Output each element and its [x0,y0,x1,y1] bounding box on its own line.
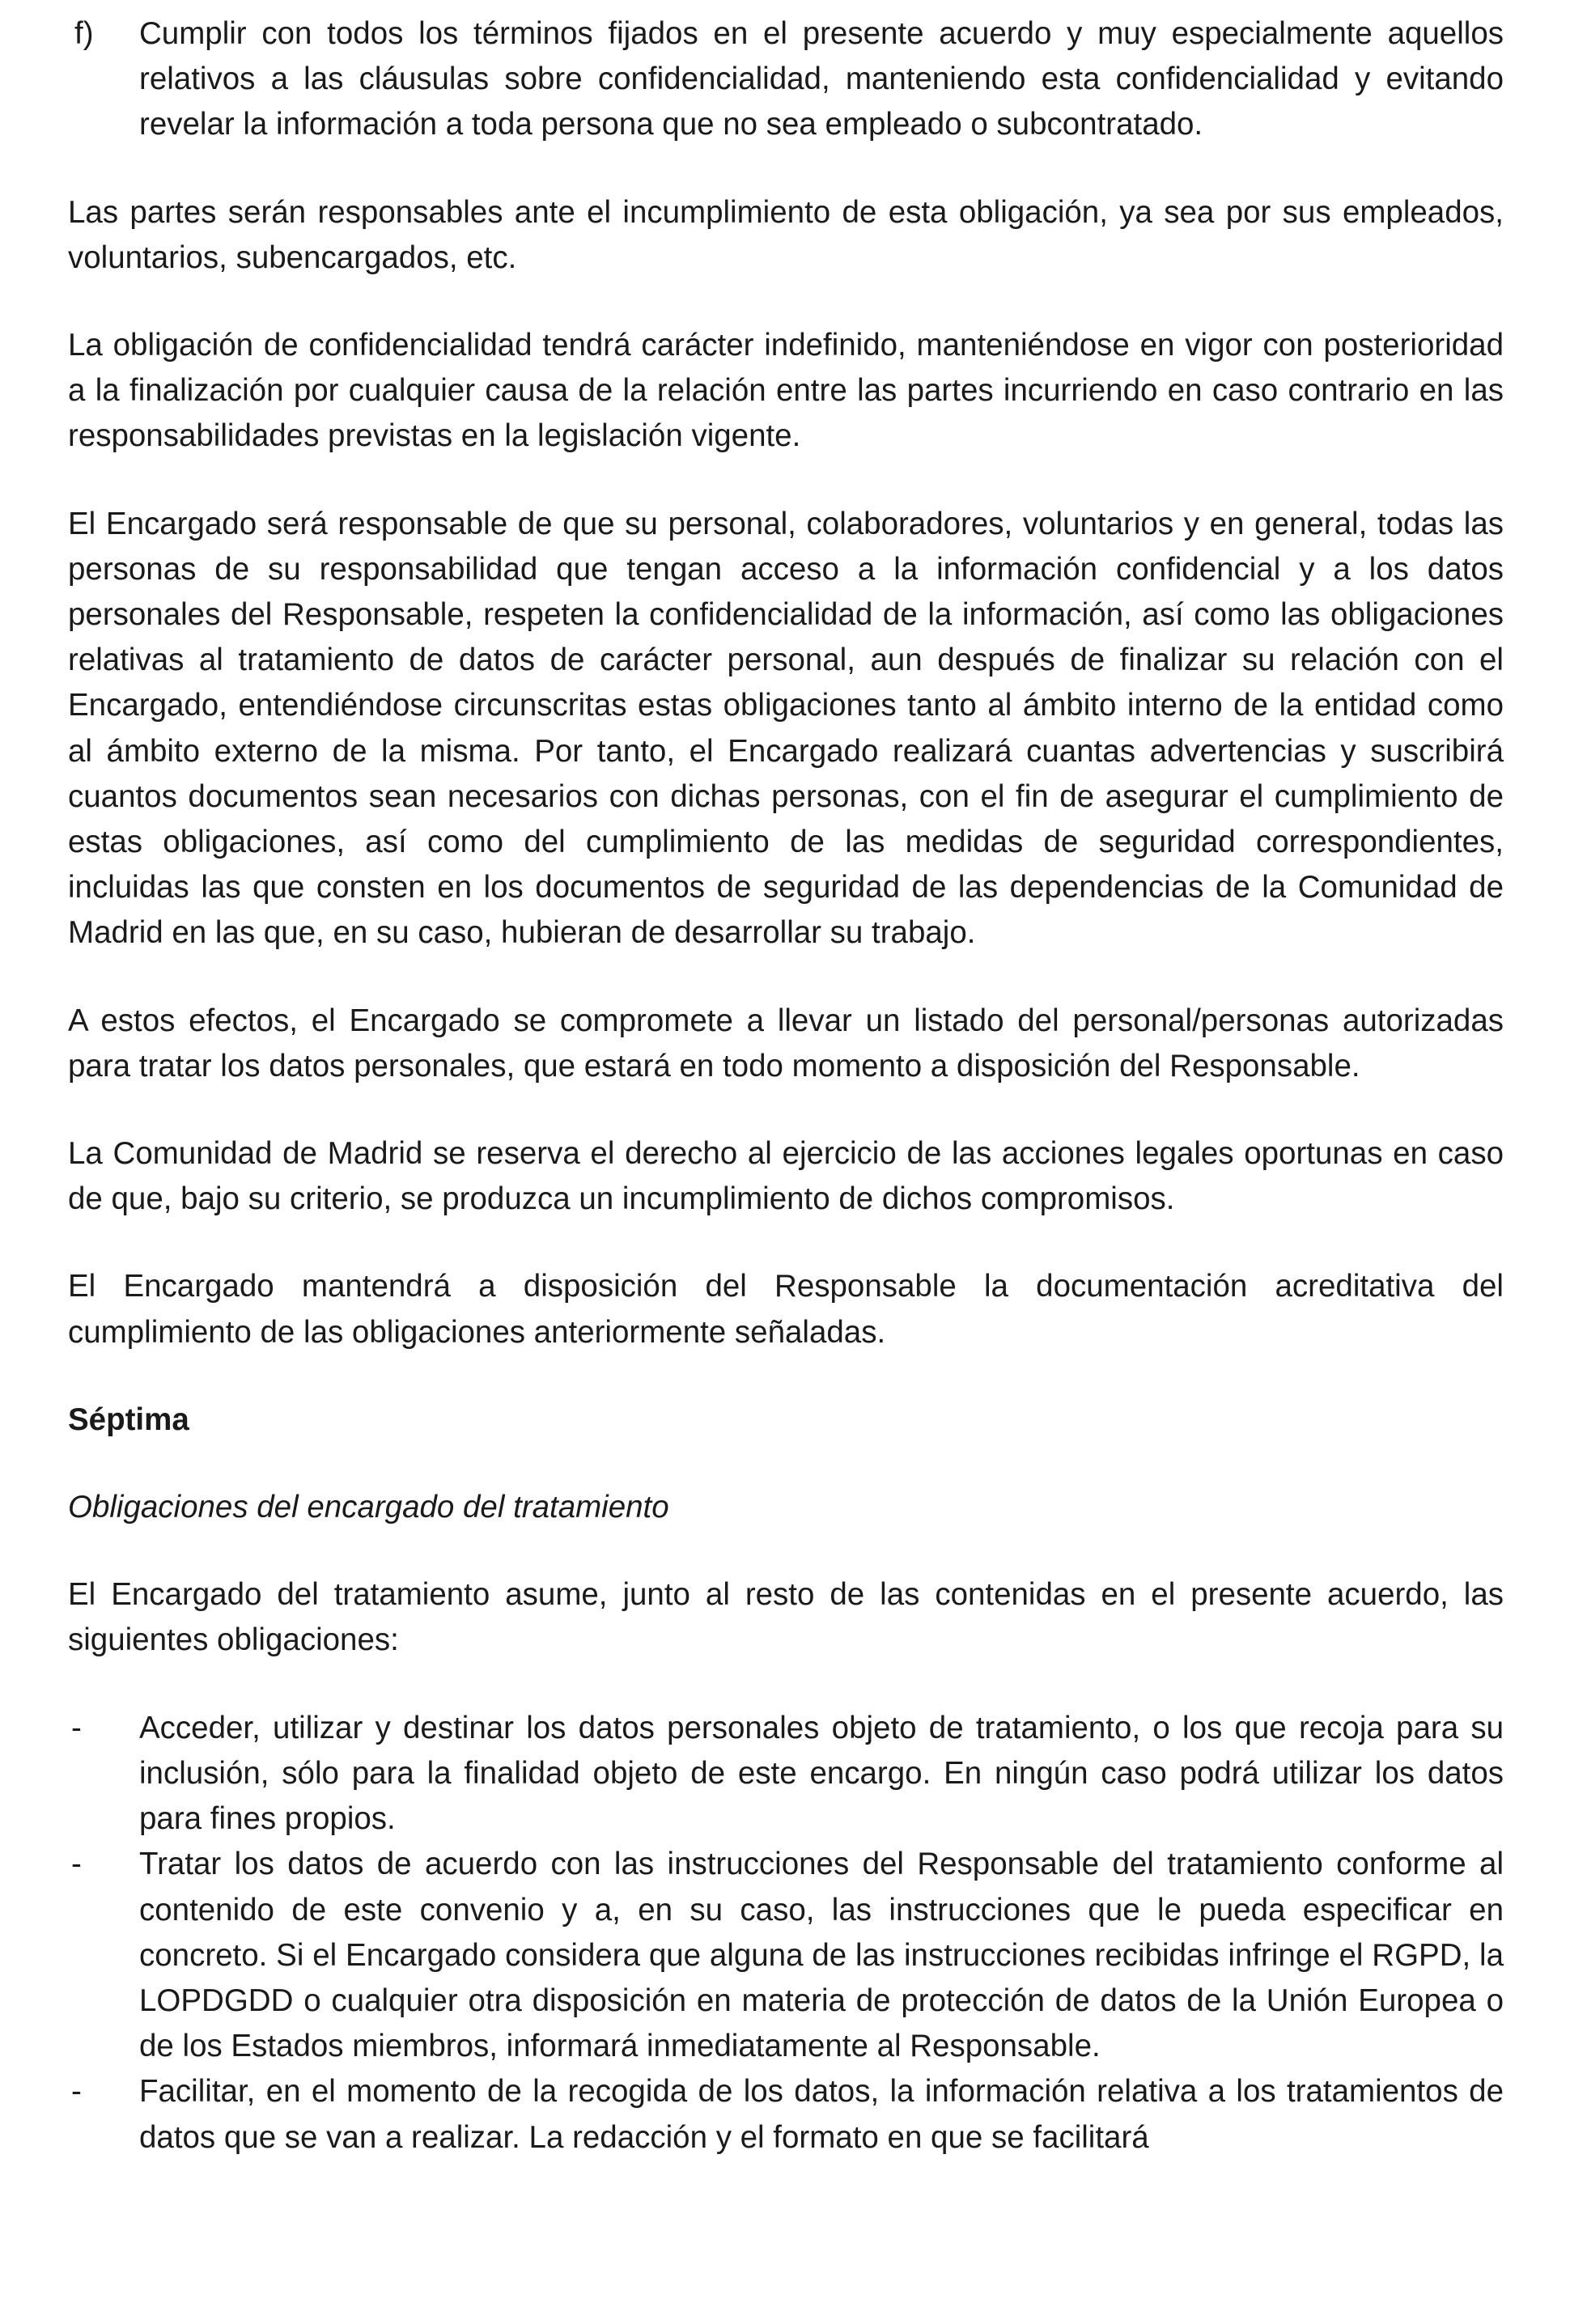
paragraph-legal-actions: La Comunidad de Madrid se reserva el derecho al ejercicio de las acciones legales oportunas en caso de que, bajo su criterio, se produzca un incumplimiento de dichos compromisos. [68,1136,1504,1217]
list-item [68,1842,1504,2069]
section-intro: El Encargado del tratamiento asume, junto al resto de las contenidas en el presente acuerdo, las siguientes obligaciones: [68,1577,1504,1658]
list-marker: - [71,1847,82,1882]
list-item-text: Facilitar, en el momento de la recogida de los datos, la información relativa a los tratamientos de datos que se van a realizar. La redacción y el formato en que se facilitará [139,2074,1504,2155]
paragraph-parties-responsibility: Las partes serán responsables ante el incumplimiento de esta obligación, ya sea por sus empleados, voluntarios, subencargados, etc. [68,194,1504,275]
obligations-list [68,1706,1504,2161]
list-item-f [68,11,1504,148]
list-marker: f) [74,16,94,51]
list-marker: - [71,2074,82,2110]
list-marker: - [71,1710,82,1745]
paragraph-processor-staff: El Encargado será responsable de que su personal, colaboradores, voluntarios y en general, todas las personas de su responsabilidad que tengan acceso a la información confidencial y a los datos personales del Responsable, respeten la confidencialidad de la información, así como las obligaciones relativas al tratamiento de datos de carácter personal, aun después de finalizar su relación con el Encargado, entendiéndose circunscritas estas obligaciones tanto al ámbito interno de la entidad como al ámbito externo de la misma. Por tanto, el Encargado realizará cuantas advertencias y suscribirá cuantos documentos sean necesarios con dichas personas, con el fin de asegurar el cumplimiento de estas obligaciones, así como del cumplimiento de las medidas de seguridad correspondientes, incluidas las que consten en los documentos de seguridad de las dependencias de la Comunidad de Madrid en las que, en su caso, hubieran de desarrollar su trabajo. [68,506,1504,951]
section-subheading: Obligaciones del encargado del tratamiento [68,1490,669,1525]
list-item-text: Cumplir con todos los términos fijados en el presente acuerdo y muy especialmente aquellos relativos a las cláusulas sobre confidencialidad, manteniendo esta confidencialidad y evitando revelar la información a toda persona que no sea empleado o subcontratado. [139,16,1504,142]
document-page [68,11,1504,2161]
paragraph-documentation: El Encargado mantendrá a disposición del Responsable la documentación acreditativa del cumplimiento de las obligaciones anteriormente señaladas. [68,1269,1504,1350]
list-item [68,2069,1504,2160]
paragraph-authorized-list: A estos efectos, el Encargado se compromete a llevar un listado del personal/personas autorizadas para tratar los datos personales, que estará en todo momento a disposición del Responsable. [68,1003,1504,1084]
paragraph-confidentiality-duration: La obligación de confidencialidad tendrá carácter indefinido, manteniéndose en vigor con posterioridad a la finalización por cualquier causa de la relación entre las partes incurriendo en caso contrario en las responsabilidades previstas en la legislación vigente. [68,328,1504,454]
section-heading: Séptima [68,1402,189,1437]
list-item-text: Acceder, utilizar y destinar los datos personales objeto de tratamiento, o los que recoja para su inclusión, sólo para la finalidad objeto de este encargo. En ningún caso podrá utilizar los datos para fines propios. [139,1710,1504,1837]
list-item-text: Tratar los datos de acuerdo con las instrucciones del Responsable del tratamiento conforme al contenido de este convenio y a, en su caso, las instrucciones que le pueda especificar en concreto. Si el Encargado considera que alguna de las instrucciones recibidas infringe el RGPD, la LOPDGDD o cualquier otra disposición en materia de protección de datos de la Unión Europea o de los Estados miembros, informará inmediatamente al Responsable. [139,1847,1504,2064]
list-item [68,1706,1504,1843]
